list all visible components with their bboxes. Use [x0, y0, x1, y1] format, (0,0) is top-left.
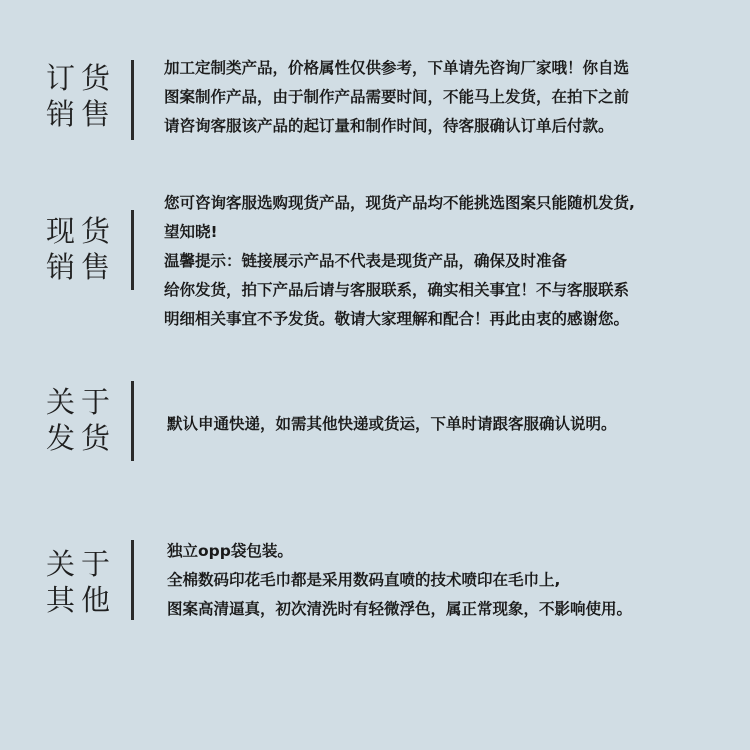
heading-line-2: 销售: [46, 97, 117, 131]
heading-line-1: 现货: [46, 214, 117, 248]
section-divider: [131, 381, 134, 461]
section-heading: [46, 384, 117, 456]
section-heading: [46, 213, 117, 285]
heading-line-1: 关于: [46, 547, 117, 581]
heading-line-2: 销售: [46, 250, 117, 284]
section-divider: [131, 60, 134, 140]
section-body: [164, 189, 724, 334]
body-line: 图案高清逼真，初次清洗时有轻微浮色，属正常现象，不影响使用。: [167, 600, 633, 618]
body-line: 默认申通快递，如需其他快递或货运，下单时请跟客服确认说明。: [167, 415, 617, 433]
body-line: 明细相关事宜不予发货。敬请大家理解和配合！再此由衷的感谢您。: [164, 310, 630, 328]
body-line: 全棉数码印花毛巾都是采用数码直喷的技术喷印在毛巾上,: [167, 571, 561, 589]
heading-line-2: 发货: [46, 421, 117, 455]
section-divider: [131, 540, 134, 620]
heading-line-1: 订货: [46, 61, 117, 95]
section-body: [164, 54, 724, 141]
body-line: 给你发货，拍下产品后请与客服联系，确实相关事宜！不与客服联系: [164, 281, 630, 299]
body-line: 加工定制类产品，价格属性仅供参考，下单请先咨询厂家哦！你自选: [164, 59, 630, 77]
body-line: 请咨询客服该产品的起订量和制作时间，待客服确认订单后付款。: [164, 117, 614, 135]
body-line: 温馨提示：链接展示产品不代表是现货产品，确保及时准备: [164, 252, 568, 270]
section-heading: [46, 60, 117, 132]
heading-line-1: 关于: [46, 385, 117, 419]
body-line: 您可咨询客服选购现货产品，现货产品均不能挑选图案只能随机发货,: [164, 194, 635, 212]
section-body: [167, 410, 727, 439]
body-line: 图案制作产品，由于制作产品需要时间，不能马上发货，在拍下之前: [164, 88, 630, 106]
body-line: 望知晓!: [164, 223, 218, 241]
section-heading: [46, 546, 117, 618]
heading-line-2: 其他: [46, 583, 117, 617]
section-body: [167, 537, 727, 624]
body-line: 独立opp袋包装。: [167, 542, 293, 560]
section-divider: [131, 210, 134, 290]
